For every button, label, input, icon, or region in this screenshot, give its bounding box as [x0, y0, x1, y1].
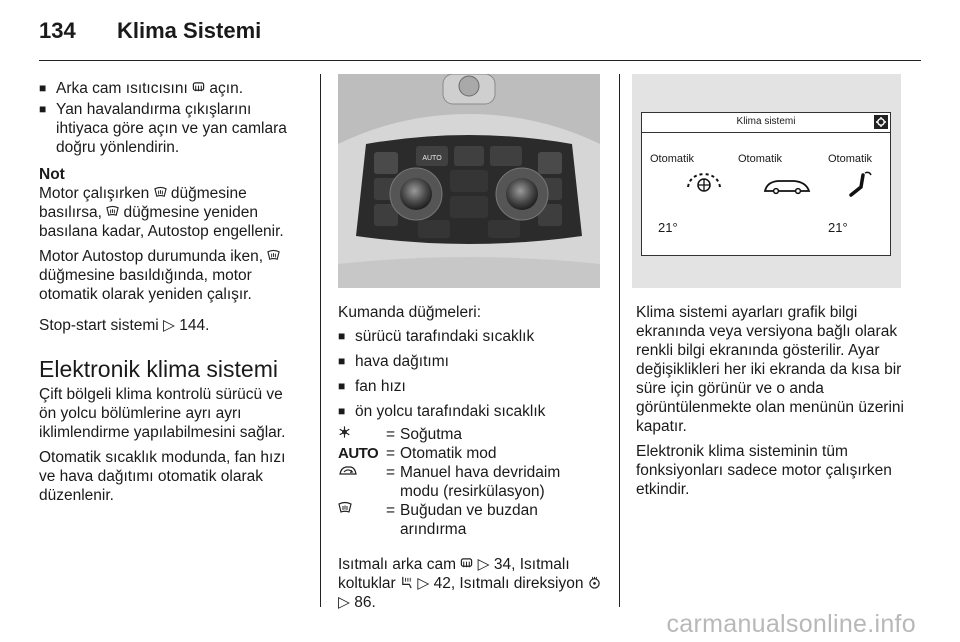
- page-number: 134: [39, 18, 76, 43]
- stop-start-reference: Stop-start sistemi ▷ 144.: [39, 317, 210, 334]
- auto-symbol: AUTO: [338, 445, 379, 462]
- controls-title: Kumanda düğmeleri:: [338, 304, 482, 321]
- section-paragraph-2: Otomatik sıcaklık modunda, fan hızı ve hava dağıtımı otomatik olarak düzenlenir.: [39, 449, 286, 504]
- rear-window-heater-icon: [192, 81, 205, 94]
- column-divider-1: [320, 74, 321, 607]
- note-paragraph-1: Motor çalışırken düğmesine basılırsa, düğmesine yeniden basılana kadar, Autostop engellenir.: [39, 185, 284, 240]
- list-item: ■ Arka cam ısıtıcısını açın.: [39, 79, 301, 98]
- display-label-seat: Otomatik: [828, 153, 873, 165]
- windshield-defrost-icon: [338, 501, 386, 539]
- page-title: Klima Sistemi: [117, 18, 262, 43]
- legend-row: = Soğutma: [338, 425, 603, 444]
- section-paragraph-1: Çift bölgeli klima kontrolü sürücü ve ön yolcu bölümlerine ayrı ayrı iklimlendirme yapılabilmesini sağlar.: [39, 386, 286, 441]
- right-column: [636, 303, 906, 499]
- windshield-defrost-icon: [106, 205, 119, 218]
- display-temp-left: 21°: [658, 220, 678, 235]
- display-divider: [642, 132, 890, 133]
- photo-auto-label: AUTO: [422, 155, 442, 162]
- display-title: Klima sistemi: [736, 116, 796, 127]
- display-label-temp: Otomatik: [650, 153, 695, 165]
- legend-row: = Manuel hava devridaim modu (resirkülasyon): [338, 463, 603, 501]
- snowflake-icon: [338, 425, 386, 444]
- note-title: Not: [39, 166, 65, 183]
- column-divider-2: [619, 74, 620, 607]
- right-paragraph-2: Elektronik klima sisteminin tüm fonksiyonları sadece motor çalışırken etkindir.: [636, 443, 892, 498]
- page-reference-arrow-icon: ▷: [338, 594, 350, 611]
- list-item: ■ ön yolcu tarafındaki sıcaklık: [338, 402, 603, 421]
- heated-seat-icon: [400, 576, 413, 589]
- display-label-distribution: Otomatik: [738, 153, 783, 165]
- list-item: ■ Yan havalandırma çıkışlarını ihtiyaca göre açın ve yan camlara doğru yönlendirin.: [39, 100, 301, 157]
- section-title: Elektronik klima sistemi: [39, 356, 278, 382]
- control-panel-photo: [338, 74, 600, 288]
- display-screen: [641, 112, 891, 256]
- fan-icon: [682, 169, 726, 198]
- note-paragraph-2: Motor Autostop durumunda iken, düğmesine basıldığında, motor otomatik olarak yeniden çalışır.: [39, 247, 301, 304]
- page-header: [39, 18, 261, 44]
- heated-steering-wheel-icon: [588, 576, 601, 589]
- middle-column: [338, 303, 603, 612]
- page-reference-arrow-icon: ▷: [163, 317, 175, 334]
- page-reference-arrow-icon: ▷: [477, 556, 490, 573]
- car-airflow-icon: [762, 177, 812, 200]
- list-item: ■ hava dağıtımı: [338, 352, 603, 371]
- symbol-legend: [338, 425, 603, 539]
- cross-references: Isıtmalı arka cam ▷ 34, Isıtmalı koltuklar ▷ 42, Isıtmalı direksiyon ▷ 86.: [338, 555, 603, 612]
- climate-display-illustration: [632, 74, 901, 288]
- windshield-defrost-icon: [267, 249, 280, 262]
- watermark: carmanualsonline.info: [666, 610, 916, 638]
- rear-window-heater-icon: [460, 557, 473, 570]
- list-item: ■ sürücü tarafındaki sıcaklık: [338, 327, 603, 346]
- right-paragraph-1: Klima sistemi ayarları grafik bilgi ekranında veya versiyona bağlı olarak renkli bilgi ekranında gösterilir. Ayar değişiklikleri her iki ekranda da kısa bir süre için görünür ve o anda görüntülenmekte olan menünün üzerini kapatır.: [636, 304, 904, 435]
- settings-icon: [874, 115, 888, 129]
- seat-airflow-icon: [847, 169, 873, 202]
- windshield-defrost-icon: [154, 186, 167, 199]
- list-item: ■ fan hızı: [338, 377, 603, 396]
- display-temp-right: 21°: [828, 220, 848, 235]
- recirculation-icon: [338, 463, 386, 501]
- header-rule: [39, 60, 921, 61]
- page-reference-arrow-icon: ▷: [417, 575, 430, 592]
- left-column: [39, 79, 301, 505]
- legend-row: = Buğudan ve buzdan arındırma: [338, 501, 603, 539]
- legend-row: AUTO = Otomatik mod: [338, 445, 497, 462]
